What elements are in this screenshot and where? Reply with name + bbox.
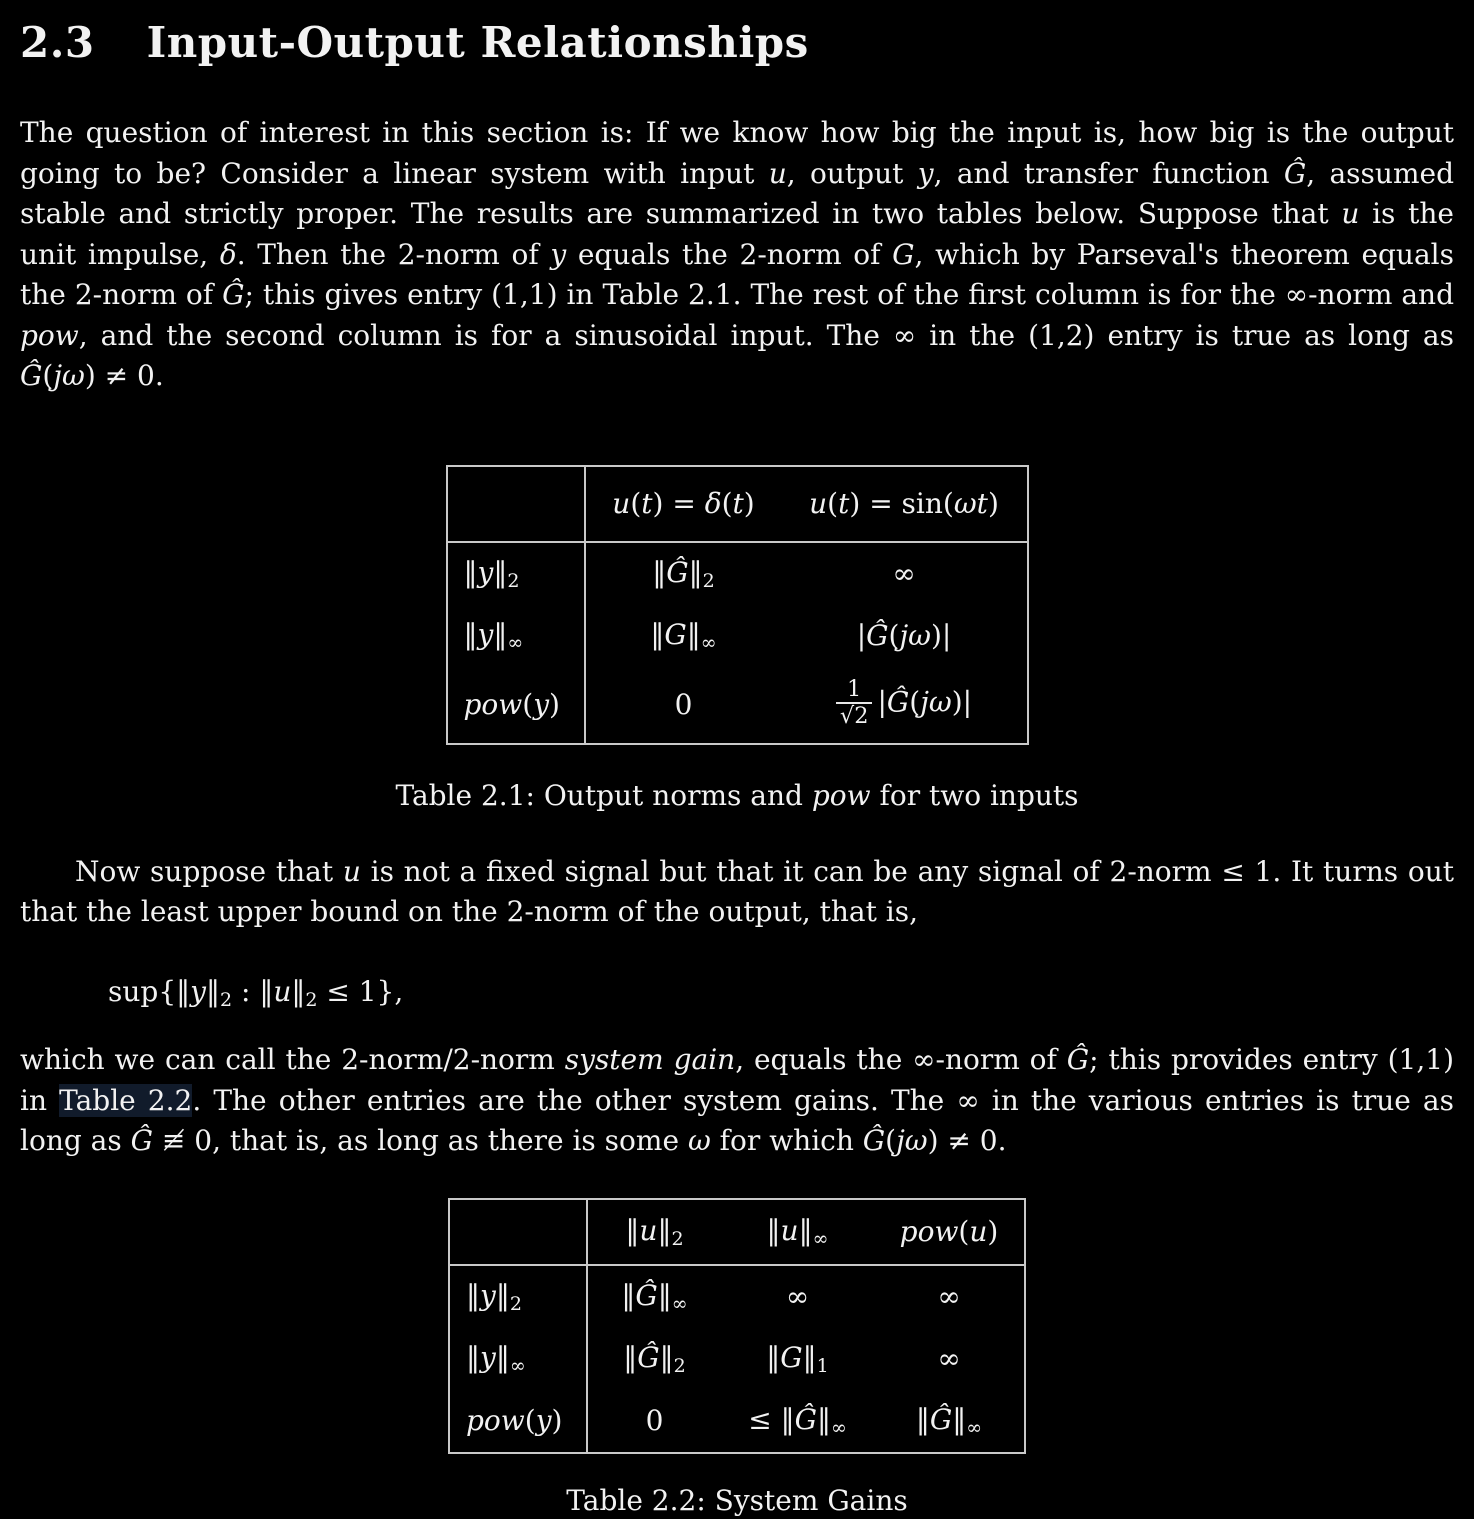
text-segment: , and transfer function	[933, 156, 1284, 190]
text-segment: ‖	[466, 1340, 480, 1374]
text-segment: ‖	[766, 1340, 781, 1374]
text-segment: 2	[305, 988, 318, 1011]
text-segment: ) ≠ 0.	[84, 359, 164, 392]
table-2-1-corner-cell	[447, 466, 585, 542]
text-segment: , which by Parseval's theorem equals the 2-norm of	[20, 237, 1454, 311]
table-2-2-container	[20, 1198, 1454, 1454]
table-2-2-corner-cell	[449, 1199, 587, 1265]
text-segment: ‖	[625, 1213, 640, 1247]
text-segment: )|	[951, 686, 973, 719]
text-segment: y	[477, 617, 494, 651]
text-segment: y	[917, 156, 934, 190]
paragraph-sup	[20, 852, 1454, 933]
table-2-1	[446, 465, 1029, 745]
text-segment: (	[827, 487, 839, 520]
text-segment: (	[524, 1404, 536, 1438]
text-segment: 2	[219, 988, 233, 1011]
text-segment: Ĝ	[886, 686, 910, 719]
text-segment: ; this gives entry (1,1) in Table 2.1. The rest of the first column is for the ∞-norm and	[244, 278, 1454, 311]
text-segment: ‖	[686, 617, 701, 651]
text-segment: u	[809, 487, 828, 520]
text-segment: ∞	[509, 1354, 526, 1377]
paragraph-intro	[20, 113, 1454, 397]
table-2-2-cell	[874, 1328, 1025, 1390]
text-segment: :	[232, 974, 260, 1008]
text-segment: y	[477, 555, 494, 589]
text-segment: Now suppose that	[75, 854, 343, 888]
text-segment: ‖	[952, 1402, 967, 1436]
fraction	[836, 677, 873, 727]
text-segment: y	[535, 1404, 552, 1438]
text-segment: ‖	[798, 1213, 813, 1247]
table-2-1-caption	[20, 779, 1454, 812]
table-2-1-cell	[782, 667, 1028, 744]
text-segment: , assumed stable and strictly proper. The results are summarized in two tables below. Suppose that	[20, 156, 1454, 230]
text-segment: 2	[702, 569, 715, 592]
text-segment: ‖	[463, 617, 478, 651]
text-segment: ‖	[495, 1278, 510, 1312]
text-segment: ‖	[621, 1278, 636, 1312]
text-segment: y	[480, 1278, 496, 1312]
text-segment: Ĝ	[635, 1278, 658, 1312]
text-segment: 2	[671, 1227, 684, 1250]
text-segment: ‖	[176, 974, 191, 1008]
text-segment: sup{	[108, 974, 177, 1008]
text-segment: jω	[899, 619, 931, 652]
text-segment: ‖	[652, 555, 667, 589]
text-segment: ∞	[937, 1280, 961, 1314]
text-segment: √2	[839, 702, 869, 729]
text-segment: ‖	[802, 1340, 817, 1374]
text-segment: ‖	[205, 974, 220, 1008]
text-segment: )	[743, 487, 755, 520]
text-segment: ) ≠ 0.	[927, 1124, 1007, 1158]
text-segment: )|	[930, 619, 952, 652]
table-2-1-container	[20, 465, 1454, 745]
text-segment: u	[612, 487, 631, 520]
text-segment: ω	[687, 1124, 711, 1158]
text-segment: equals the 2-norm of	[566, 237, 893, 271]
text-segment: (	[721, 487, 733, 520]
text-segment: )	[549, 688, 560, 721]
text-segment: ∞	[671, 1292, 688, 1315]
text-segment: ∞	[700, 631, 717, 654]
text-segment: pow	[463, 688, 523, 721]
table-2-2-cell	[721, 1390, 874, 1453]
table-2-2-cell	[587, 1328, 721, 1390]
paragraph-gains	[20, 1040, 1454, 1162]
text-segment: ≤ 1},	[317, 974, 404, 1008]
text-segment: ; this provides entry (1,1) in	[20, 1043, 1455, 1117]
text-segment: Ĝ	[130, 1124, 154, 1158]
text-segment: Ĝ	[20, 359, 43, 392]
text-segment: (	[630, 487, 642, 520]
text-segment: u	[342, 854, 361, 888]
text-segment: ‖	[688, 555, 703, 589]
table-2-2-row-label	[449, 1390, 587, 1453]
text-segment: )	[987, 487, 999, 520]
text-segment: t	[641, 487, 653, 520]
table-2-2-header-row	[449, 1199, 1025, 1265]
text-segment: ∞	[785, 1280, 810, 1314]
text-segment: Ĝ	[862, 1124, 886, 1158]
text-segment: (	[522, 688, 534, 721]
table-2-2-cell	[721, 1265, 874, 1328]
text-segment: u	[639, 1213, 658, 1247]
text-segment: ‖	[657, 1278, 672, 1312]
table-2-2-header-cell	[587, 1199, 721, 1265]
text-segment: pow	[899, 1215, 959, 1249]
text-segment: , and the second column is for a sinusoidal input. The ∞ in the (1,2) entry is true as long as	[78, 318, 1454, 352]
text-segment: . The other entries are the other system gains. The ∞ in the various entries is true as long as	[20, 1083, 1454, 1158]
text-segment: Ĝ	[794, 1402, 817, 1436]
table-2-2-cell	[587, 1265, 721, 1328]
text-segment: G	[892, 237, 915, 271]
table-2-2-caption	[20, 1484, 1454, 1517]
table-2-2-cell	[874, 1390, 1025, 1453]
text-segment: (	[888, 619, 900, 652]
text-segment: ‖	[623, 1340, 638, 1374]
table-2-1-cell	[782, 605, 1028, 667]
text-segment: for two inputs	[870, 778, 1079, 812]
text-segment: jω	[920, 686, 952, 719]
table-2-1-row-label	[447, 667, 585, 744]
text-segment: u	[969, 1215, 988, 1249]
table-2-1-header-cell	[782, 466, 1028, 542]
text-segment: ‖	[259, 974, 274, 1008]
text-segment: |	[877, 686, 887, 719]
text-segment: 2	[507, 569, 520, 592]
table-2-2-row-label	[449, 1328, 587, 1390]
text-segment: 0	[674, 688, 693, 721]
text-segment: G	[664, 617, 687, 651]
text-segment: |	[856, 619, 867, 652]
table-2-2-row	[449, 1265, 1025, 1328]
text-segment: pow	[20, 318, 79, 352]
text-segment: u	[780, 1213, 799, 1247]
text-segment: (	[958, 1215, 970, 1249]
text-segment: jω	[53, 359, 85, 392]
text-segment: ωt	[953, 487, 988, 520]
text-segment: ‖	[466, 1278, 480, 1312]
text-segment: δ	[219, 237, 237, 271]
text-segment: ∞	[966, 1416, 983, 1439]
text-segment: t	[732, 487, 744, 520]
text-segment: 2	[509, 1292, 522, 1315]
table-2-2-link[interactable]: Table 2.2	[59, 1083, 193, 1117]
text-segment: ‖	[650, 617, 665, 651]
section-heading	[20, 18, 1454, 67]
text-segment: Table 2.1: Output norms and	[395, 778, 812, 812]
text-segment: The question of interest in this section is: If we know how big the input is, how big is the output going to be? Consider a linear system with input	[20, 116, 1454, 190]
text-segment: ) = sin(	[849, 487, 954, 520]
text-segment: )	[551, 1404, 563, 1438]
text-segment: ≢ 0, that is, as long as there is some	[153, 1124, 688, 1158]
table-2-1-header-row	[447, 466, 1028, 542]
table-2-2-row	[449, 1390, 1025, 1453]
text-segment: (	[885, 1124, 897, 1158]
table-2-2-row	[449, 1328, 1025, 1390]
text-segment: pow	[811, 778, 871, 812]
text-segment: ‖	[780, 1402, 795, 1436]
text-segment: ∞	[937, 1342, 961, 1376]
text-segment: , equals the ∞-norm of	[735, 1043, 1067, 1077]
text-segment: ‖	[657, 1213, 672, 1247]
text-segment: ∞	[812, 1227, 829, 1250]
table-2-1-cell	[585, 542, 782, 605]
text-segment: ‖	[816, 1402, 831, 1436]
text-segment: ‖	[291, 974, 306, 1008]
text-segment: 2	[673, 1354, 686, 1377]
text-segment: ‖	[659, 1340, 674, 1374]
text-segment: ‖	[493, 555, 508, 589]
text-segment: δ	[704, 487, 722, 520]
text-segment: ∞	[892, 557, 916, 590]
text-segment: (	[42, 359, 54, 392]
text-segment: Ĝ	[929, 1402, 953, 1436]
table-2-1-row-label	[447, 605, 585, 667]
table-2-2-cell	[874, 1265, 1025, 1328]
text-segment: pow	[466, 1404, 525, 1438]
text-segment: ∞	[507, 631, 524, 654]
text-segment: ‖	[915, 1402, 930, 1436]
text-segment: )	[987, 1215, 999, 1249]
text-segment: jω	[896, 1124, 928, 1158]
text-segment: ≤	[748, 1402, 781, 1436]
table-2-2-header-cell	[874, 1199, 1025, 1265]
text-segment: y	[550, 237, 567, 271]
text-segment: Ĝ	[1283, 156, 1307, 190]
text-segment: for which	[710, 1124, 863, 1158]
text-segment: Ĝ	[1066, 1043, 1090, 1077]
table-2-1-cell	[782, 542, 1028, 605]
display-equation	[20, 969, 1454, 1023]
table-2-2	[448, 1198, 1026, 1454]
table-2-2-cell	[587, 1390, 721, 1453]
text-segment: ) =	[652, 487, 705, 520]
text-segment: (	[909, 686, 921, 719]
table-2-1-header-cell	[585, 466, 782, 542]
section-number: 2.3	[20, 18, 95, 67]
table-2-2-row-label	[449, 1265, 587, 1328]
text-segment: u	[273, 974, 292, 1008]
text-segment: ‖	[766, 1213, 781, 1247]
text-segment: Ĝ	[222, 278, 245, 311]
text-segment: Ĝ	[637, 1340, 660, 1374]
text-segment: ‖	[463, 555, 478, 589]
text-segment: y	[480, 1340, 496, 1374]
text-segment: which we can call the 2-norm/2-norm	[20, 1043, 565, 1077]
text-segment: is not a fixed signal but that it can be any signal of 2-norm ≤ 1. It turns out that the least upper bound on the 2-norm of the output, that is,	[20, 854, 1454, 928]
text-segment: t	[838, 487, 850, 520]
text-segment: , output	[786, 156, 918, 190]
text-segment: y	[533, 688, 550, 721]
text-segment: ‖	[493, 617, 508, 651]
table-2-1-cell	[585, 605, 782, 667]
table-2-1-row-label	[447, 542, 585, 605]
text-segment: ‖	[495, 1340, 510, 1374]
text-segment: Ĝ	[866, 619, 889, 652]
text-segment: u	[1341, 197, 1360, 230]
table-2-2-header-cell	[721, 1199, 874, 1265]
text-segment: is the unit impulse,	[20, 197, 1454, 271]
section-title: Input-Output Relationships	[146, 18, 809, 67]
text-segment: Ĝ	[666, 555, 689, 589]
table-2-2-cell	[721, 1328, 874, 1390]
text-segment: . Then the 2-norm of	[236, 237, 551, 271]
table-2-1-row	[447, 542, 1028, 605]
table-2-1-cell	[585, 667, 782, 744]
text-segment: Table 2.2: System Gains	[566, 1483, 908, 1517]
text-segment: G	[780, 1340, 803, 1374]
text-segment: ∞	[830, 1416, 847, 1439]
text-segment: 1	[847, 676, 862, 703]
table-2-1-row	[447, 605, 1028, 667]
text-segment: 1	[816, 1354, 829, 1377]
text-segment: 0	[645, 1404, 664, 1438]
table-2-1-row	[447, 667, 1028, 744]
text-segment: y	[190, 974, 206, 1008]
text-segment: system gain	[564, 1043, 736, 1077]
text-segment: u	[768, 156, 787, 190]
